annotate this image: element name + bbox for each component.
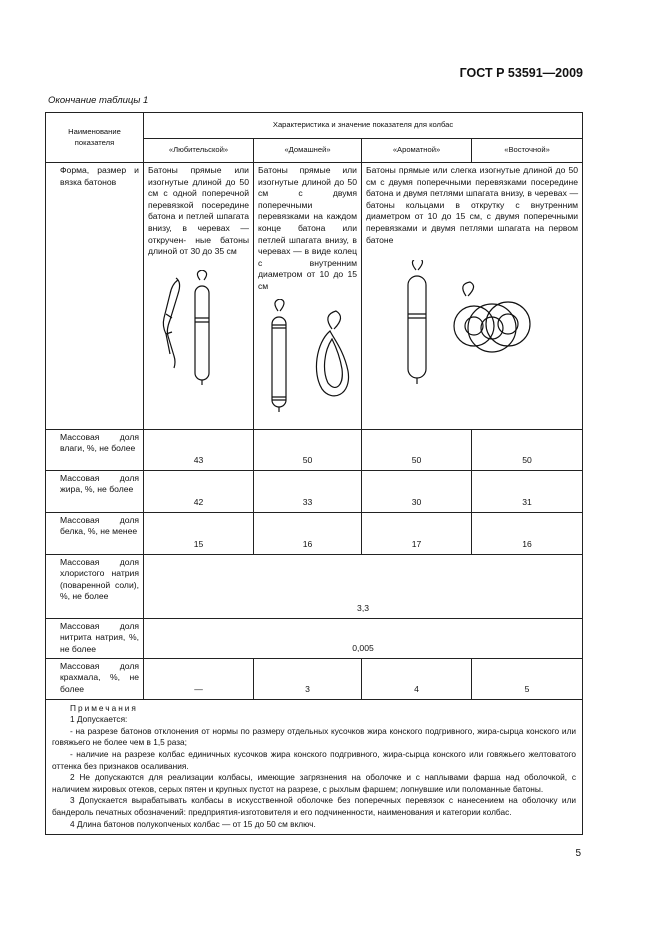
value-cell: 17 [362, 512, 472, 554]
note-item: 3 Допускается вырабатывать колбасы в искусственной оболочке без поперечных перевязок с нанесением на оболочку или бандероль печатных обозначений: предприятия-изготовителя и его подчиненности, наименования и категории колбас. [52, 795, 577, 818]
column-header-lyubitelskaya: «Любительской» [144, 139, 254, 163]
column-header-aromatnaya: «Ароматной» [362, 139, 472, 163]
value-cell: 30 [362, 470, 472, 512]
row-name: Массовая доля хлористого натрия (поваренной соли), %, не более [46, 554, 144, 618]
shape-cell-domashnyaya [254, 163, 362, 430]
value-cell: 50 [472, 429, 583, 470]
shape-desc-aromatnaya-vostochnaya: Батоны прямые или слегка изогнутые длиной до 50 см с двумя поперечными перевязками посередине батона и двумя петлями шпагата внизу, в черевах — батоны кольцами в открутку с внутренним диаметром от 10 до 15 см, с двумя поперечными перевязками и двумя петлями шпагата на первом батоне [366, 165, 579, 245]
value-cell: 4 [362, 658, 472, 699]
indicator-header: Наименование показателя [46, 113, 144, 163]
value-cell: 3,3 [144, 554, 583, 618]
note-item: 2 Не допускаются для реализации колбасы, имеющие загрязнения на оболочке и с наплывами фарша над оболочкой, с наличием жировых отеков, серых пятен и крупных пустот на разрезе, с рыхлым фаршем; лопнувшие или поломанные батоны. [52, 772, 577, 794]
value-cell: 0,005 [144, 618, 583, 658]
value-cell: — [144, 658, 254, 699]
notes-title: Примечания [70, 702, 138, 713]
product-characteristics-table [45, 112, 583, 835]
row-name: Массовая доля нитрита натрия, %, не более [46, 618, 144, 658]
table-row [46, 429, 583, 470]
shape-desc-domashnyaya: Батоны прямые или изогнутые длиной до 50 см с двумя поперечными перевязками на каждом конце батона или петлей шпагата внизу, в черевах — в виде колец с внутренним диаметром от 10 до 15 см [258, 165, 357, 291]
table-row [46, 470, 583, 512]
table-row [46, 618, 583, 658]
shape-cell-aromatnaya-vostochnaya [362, 163, 583, 430]
note-item: 4 Длина батонов полукопченых колбас — от 15 до 50 см включ. [70, 818, 316, 829]
value-cell: 3 [254, 658, 362, 699]
value-cell: 15 [144, 512, 254, 554]
sausage-ring-illustration [258, 299, 358, 419]
value-cell: 42 [144, 470, 254, 512]
column-header-vostochnaya: «Восточной» [472, 139, 583, 163]
value-cell: 5 [472, 658, 583, 699]
page-number: 5 [575, 848, 581, 859]
row-name: Массовая доля влаги, %, не более [46, 429, 144, 470]
shape-desc-lyubitelskaya: Батоны прямые или изогнутые длиной до 50 см с одной поперечной перевязкой посередине батона и петлей шпагата внизу, в черевах — откручен- ные батоны длиной от 30 до 35 см [148, 165, 249, 257]
note-item: - наличие на разрезе колбас единичных кусочков жира конского подгривного, жира-сырца конского или говяжьего желтоватого оттенка без признаков осаливания. [52, 748, 577, 771]
value-cell: 16 [472, 512, 583, 554]
group-header: Характеристика и значение показателя для колбас [144, 113, 583, 139]
value-cell: 43 [144, 429, 254, 470]
column-header-domashnyaya: «Домашней» [254, 139, 362, 163]
row-name: Форма, размер и вязка батонов [46, 163, 144, 430]
note-item: 1 Допускается: [70, 714, 128, 725]
sausage-bent-illustration [148, 270, 248, 390]
row-name: Массовая доля белка, %, не менее [46, 512, 144, 554]
row-name: Массовая доля крахмала, %, не более [46, 658, 144, 699]
table-continuation-caption: Окончание таблицы 1 [48, 95, 149, 106]
value-cell: 50 [362, 429, 472, 470]
table-row [46, 554, 583, 618]
value-cell: 33 [254, 470, 362, 512]
table-row [46, 658, 583, 699]
table-row [46, 512, 583, 554]
shape-row [46, 163, 583, 430]
shape-cell-lyubitelskaya [144, 163, 254, 430]
sausage-double-ring-illustration [366, 260, 576, 390]
table-notes [46, 699, 583, 835]
standard-code: ГОСТ Р 53591—2009 [459, 66, 583, 80]
value-cell: 50 [254, 429, 362, 470]
value-cell: 16 [254, 512, 362, 554]
row-name: Массовая доля жира, %, не более [46, 470, 144, 512]
value-cell: 31 [472, 470, 583, 512]
note-item: - на разрезе батонов отклонения от нормы по размеру отдельных кусочков жира конского подгривного, жира-сырца конского или говяжьего не более чем в 1,5 раза; [52, 725, 577, 748]
